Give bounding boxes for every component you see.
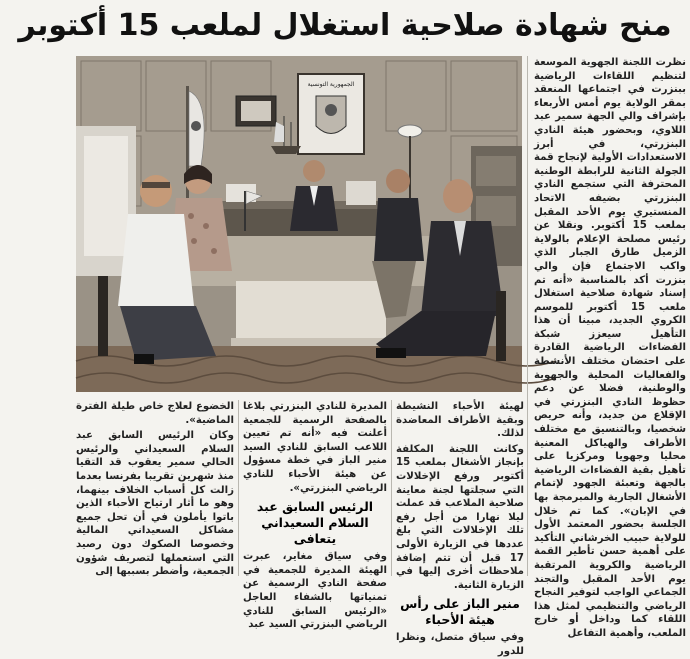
article-photo xyxy=(76,56,522,392)
column-divider xyxy=(391,400,392,576)
article-column-bottom-3 xyxy=(76,400,234,578)
section-subhead: منير الباز على رأس هيئة الأحباء xyxy=(400,596,520,628)
paragraph: وفي سياق مغاير، عبرت الهيئة المديرة للجمعية في صفحة النادي الرسمية عن تمنياتها بالشفاء العاجل «الرئيس السابق للنادي الرياضي البنزرتي السيد عبد xyxy=(243,551,387,631)
paragraph: المديرة للنادي البنزرتي بلاغا بالصفحة الرسمية للجمعية أعلنت فيه «أنه تم تعيين اللاعب السابق للنادي السيد منير الباز في خطة مسؤول عن هيئة الأحباء للنادي الرياضي البنزرتي». xyxy=(243,401,387,494)
article-headline: منح شهادة صلاحية استغلال لملعب 15 أكتوبر xyxy=(18,7,672,43)
paragraph: وكانت اللجنة المكلفة بإنجاز الأشغال بملعب 15 أكتوبر ورفع الإخلالات التي سجلتها لجنة معاينة صلاحية الملاعب قد عملت ليلا نهارا من أجل رفع تلك الإخلالات التي بلغ عددها في الزيارة الأولى 17 قبل أن تتم إضافة ملاحظات أخرى إليها في الزيارة الثانية. xyxy=(396,443,524,591)
paragraph: نظرت اللجنة الجهوية الموسعة لتنظيم اللقاءات الرياضية ببنزرت في اجتماعها المنعقد بمقر الولاية يوم أمس الأربعاء بإشراف والي الجهة سمير عبد اللاوي، وبحضور هيئة النادي البنزرتي، في أبرز الاستعدادات الأولية لإنجاح قمة الجولة الثانية للرابطة الوطنية المحترفة التي ستجمع النادي البنزرتي بضيفه الاتحاد المنستيري يوم الأحد المقبل بملعب 15 أكتوبر. ونقلا عن رئيس مصلحة الإعلام بالولاية الزميل طارق الجبار الذي واكب الاجتماع فإن والي بنزرت أكد بالمناسبة «أنه تم إسناد شهادة صلاحية استغلال ملعب 15 أكتوبر للموسم الكروي الجديد، مبينا أن هذا التأهيل سيعزز شبكة الفضاءات الرياضية القادرة على احتضان مختلف الأنشطة والفعاليات المحلية والجهوية والوطنية، فضلا عن دعم حظوظ النادي البنزرتي في الإقلاع من جديد، وأنه حريص شخصيا، وبالتنسيق مع مختلف الأطراف والهياكل المعنية محليا وجهويا ومركزيا على تأهيل بقية الفضاءات الرياضية بالجهة وتعبئة الجهود لإتمام الأشغال الجارية والمبرمجة بها في الإبان». كما تم خلال الجلسة بحضور المعتمد الأول للولاية حبيب الخرشاني التأكيد على أهمية حسن تأطير القمة الرياضية والكروية المرتقبة يوم الأحد المقبل والتجند الجماعي الواجب لتوفير النجاح الرياضي والتنظيمي لمثل هذا اللقاء كما وداخل أو خارج الملعب، وأهمية التفاعل xyxy=(534,57,686,639)
article-column-bottom-2 xyxy=(243,400,387,631)
meeting-photo-illustration xyxy=(76,56,522,392)
article-column-bottom-1 xyxy=(396,400,524,657)
column-divider xyxy=(527,56,528,576)
section-subhead: الرئيس السابق عبد السلام السعيداني يتعافى xyxy=(256,499,374,547)
paragraph: وفي سياق متصل، ونظرا للدور xyxy=(396,632,524,657)
article-column-right xyxy=(534,56,686,639)
wall-sign-text: الجمهورية التونسية xyxy=(307,81,355,88)
paragraph: الخضوع لعلاج خاص طيلة الفترة الماضية». xyxy=(76,401,234,426)
column-divider xyxy=(238,400,239,576)
paragraph: وكان الرئيس السابق عبد السلام السعيداني والرئيس الحالي سمير يعقوب قد التقيا منذ شهرين تقريبا بفرنسا بعدما زالت كل أسباب الخلاف بينهما، وهو ما أثار ارتياح الأحباء الذين باتوا يأملون في أن تحل جميع مشاكل السعيداني المالية وخصوصا الصكوك دون رصيد التي استعملها لتصريف شؤون الجمعية، وأضطر بسببها إلى xyxy=(76,430,234,578)
paragraph: لهيئة الأحباء النشيطة وبقية الأطراف المعاضدة لذلك. xyxy=(396,401,524,440)
